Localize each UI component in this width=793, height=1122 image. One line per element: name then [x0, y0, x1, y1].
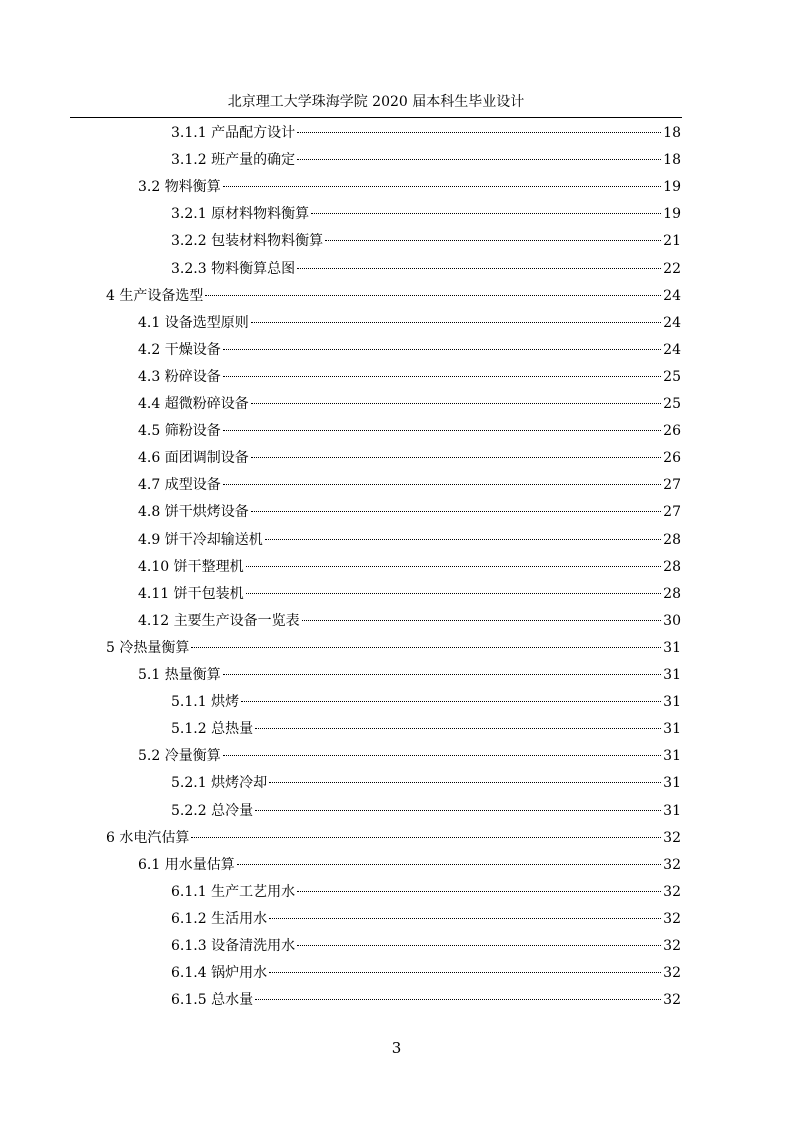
- toc-dot-leader: [251, 511, 661, 512]
- toc-dot-leader: [297, 159, 661, 160]
- toc-dot-leader: [251, 457, 661, 458]
- toc-entry-title: 4.12 主要生产设备一览表: [138, 612, 300, 629]
- toc-dot-leader: [297, 268, 661, 269]
- toc-entry-title: 4.2 干燥设备: [138, 341, 221, 358]
- toc-dot-leader: [325, 240, 661, 241]
- toc-entry[interactable]: [138, 555, 681, 579]
- toc-dot-leader: [223, 674, 661, 675]
- toc-entry-title: 4.8 饼干烘烤设备: [138, 504, 249, 521]
- toc-entry-title: 5.2.1 烘烤冷却: [171, 775, 268, 792]
- toc-entry-page: 28: [663, 531, 681, 548]
- toc-dot-leader: [311, 213, 661, 214]
- toc-entry-title: 5.1.1 烘烤: [171, 694, 240, 711]
- toc-dot-leader: [297, 132, 661, 133]
- toc-entry-page: 28: [663, 558, 681, 575]
- toc-entry[interactable]: [138, 663, 681, 687]
- toc-entry[interactable]: [171, 880, 681, 904]
- toc-entry[interactable]: [171, 799, 681, 823]
- toc-entry-title: 4.4 超微粉碎设备: [138, 396, 249, 412]
- toc-entry[interactable]: [171, 690, 681, 714]
- toc-entry-page: 28: [663, 585, 681, 602]
- toc-dot-leader: [251, 403, 661, 404]
- toc-entry-title: 5 冷热量衡算: [106, 639, 190, 656]
- toc-dot-leader: [302, 620, 662, 621]
- toc-entry-page: 32: [663, 829, 681, 846]
- toc-entry[interactable]: [138, 446, 681, 470]
- toc-dot-leader: [255, 728, 661, 729]
- toc-entry-title: 6.1.2 生活用水: [171, 910, 268, 927]
- toc-entry[interactable]: [138, 338, 681, 362]
- toc-entry[interactable]: [138, 853, 681, 877]
- toc-entry-title: 5.2 冷量衡算: [138, 748, 221, 765]
- toc-entry[interactable]: [171, 961, 681, 985]
- toc-entry-page: 32: [663, 992, 681, 1009]
- toc-entry-title: 4.7 成型设备: [138, 477, 221, 494]
- toc-entry-page: 24: [663, 341, 681, 358]
- toc-entry-page: 32: [663, 883, 681, 900]
- toc-entry[interactable]: [171, 988, 681, 1012]
- toc-entry-title: 6.1 用水量估算: [138, 856, 235, 873]
- toc-entry-page: 27: [663, 504, 681, 521]
- toc-entry[interactable]: [171, 148, 681, 172]
- toc-entry[interactable]: [171, 121, 681, 145]
- toc-entry[interactable]: [171, 934, 681, 958]
- toc-entry-title: 6.1.1 生产工艺用水: [171, 883, 296, 900]
- toc-entry[interactable]: [171, 202, 681, 226]
- toc-entry-page: 32: [663, 910, 681, 927]
- toc-dot-leader: [255, 810, 661, 811]
- toc-entry-page: 19: [663, 206, 681, 223]
- toc-entry[interactable]: [171, 717, 681, 741]
- toc-entry-page: 31: [663, 748, 681, 765]
- toc-entry-page: 31: [663, 775, 681, 792]
- page-number: 3: [391, 1039, 402, 1057]
- toc-entry[interactable]: [171, 257, 681, 281]
- toc-entry-page: 18: [663, 125, 681, 141]
- toc-entry-page: 24: [663, 314, 681, 331]
- toc-entry-page: 31: [663, 802, 681, 819]
- toc-entry-title: 3.2.2 包装材料物料衡算: [171, 233, 324, 250]
- toc-entry[interactable]: [106, 284, 681, 308]
- toc-dot-leader: [205, 295, 661, 296]
- toc-entry-title: 4.1 设备选型原则: [138, 314, 249, 331]
- toc-dot-leader: [246, 566, 662, 567]
- toc-dot-leader: [237, 864, 661, 865]
- toc-dot-leader: [297, 891, 661, 892]
- toc-entry[interactable]: [138, 392, 681, 416]
- toc-entry-title: 4.6 面团调制设备: [138, 450, 249, 467]
- toc-entry[interactable]: [138, 365, 681, 389]
- toc-dot-leader: [269, 972, 661, 973]
- toc-entry-title: 5.1 热量衡算: [138, 667, 221, 683]
- toc-dot-leader: [269, 782, 661, 783]
- toc-entry[interactable]: [138, 311, 681, 335]
- toc-dot-leader: [223, 755, 661, 756]
- toc-entry[interactable]: [171, 771, 681, 795]
- toc-dot-leader: [223, 484, 661, 485]
- toc-entry[interactable]: [138, 609, 681, 633]
- toc-entry-page: 31: [663, 694, 681, 711]
- toc-dot-leader: [191, 837, 661, 838]
- toc-entry-page: 27: [663, 477, 681, 494]
- toc-entry[interactable]: [138, 419, 681, 443]
- toc-entry-title: 4.3 粉碎设备: [138, 368, 221, 385]
- toc-entry-page: 32: [663, 938, 681, 954]
- toc-dot-leader: [255, 999, 661, 1000]
- toc-entry[interactable]: [171, 907, 681, 931]
- toc-entry-page: 26: [663, 450, 681, 467]
- toc-dot-leader: [269, 918, 661, 919]
- toc-entry-page: 19: [663, 179, 681, 196]
- toc-entry-page: 31: [663, 667, 681, 683]
- toc-entry[interactable]: [138, 582, 681, 606]
- toc-entry-page: 30: [663, 612, 681, 629]
- toc-entry-page: 32: [663, 856, 681, 873]
- toc-dot-leader: [265, 539, 661, 540]
- toc-dot-leader: [251, 322, 661, 323]
- toc-entry-title: 6.1.3 设备清洗用水: [171, 938, 296, 954]
- toc-entry[interactable]: [106, 636, 681, 660]
- toc-entry[interactable]: [138, 744, 681, 768]
- toc-dot-leader: [223, 376, 661, 377]
- toc-dot-leader: [223, 186, 661, 187]
- toc-entry-title: 6 水电汽估算: [106, 829, 190, 846]
- toc-entry-title: 3.2.1 原材料物料衡算: [171, 206, 310, 223]
- toc-entry-page: 21: [663, 233, 681, 250]
- header-divider: [70, 117, 682, 118]
- toc-dot-leader: [223, 430, 661, 431]
- toc-entry-page: 24: [663, 287, 681, 304]
- toc-entry-page: 26: [663, 423, 681, 440]
- toc-entry-title: 3.2.3 物料衡算总图: [171, 260, 296, 277]
- toc-entry-title: 3.1.2 班产量的确定: [171, 152, 296, 169]
- toc-entry-page: 25: [663, 368, 681, 385]
- toc-entry-title: 4.11 饼干包装机: [138, 585, 244, 602]
- toc-entry-title: 4 生产设备选型: [106, 287, 204, 304]
- toc-entry-page: 18: [663, 152, 681, 169]
- toc-entry[interactable]: [106, 826, 681, 850]
- toc-entry-page: 31: [663, 639, 681, 656]
- toc-entry-title: 3.2 物料衡算: [138, 179, 221, 196]
- toc-dot-leader: [297, 945, 661, 946]
- toc-entry-page: 31: [663, 721, 681, 738]
- toc-dot-leader: [223, 349, 661, 350]
- toc-dot-leader: [246, 593, 662, 594]
- toc-entry[interactable]: [138, 175, 681, 199]
- toc-entry[interactable]: [138, 473, 681, 497]
- toc-entry-title: 5.2.2 总冷量: [171, 802, 254, 819]
- toc-entry-title: 4.5 筛粉设备: [138, 423, 221, 440]
- toc-dot-leader: [191, 647, 661, 648]
- toc-entry[interactable]: [138, 528, 681, 552]
- toc-entry-title: 6.1.4 锅炉用水: [171, 965, 268, 982]
- toc-entry-title: 5.1.2 总热量: [171, 721, 254, 738]
- toc-dot-leader: [241, 701, 661, 702]
- toc-entry-page: 25: [663, 396, 681, 412]
- toc-entry[interactable]: [138, 500, 681, 524]
- toc-entry-title: 3.1.1 产品配方设计: [171, 125, 296, 141]
- toc-entry-title: 6.1.5 总水量: [171, 992, 254, 1009]
- toc-entry-page: 22: [663, 260, 681, 277]
- toc-entry-title: 4.10 饼干整理机: [138, 558, 244, 575]
- toc-entry-title: 4.9 饼干冷却输送机: [138, 531, 263, 548]
- toc-entry-page: 32: [663, 965, 681, 982]
- page-header: 北京理工大学珠海学院 2020 届本科生毕业设计: [227, 94, 525, 110]
- toc-entry[interactable]: [171, 229, 681, 253]
